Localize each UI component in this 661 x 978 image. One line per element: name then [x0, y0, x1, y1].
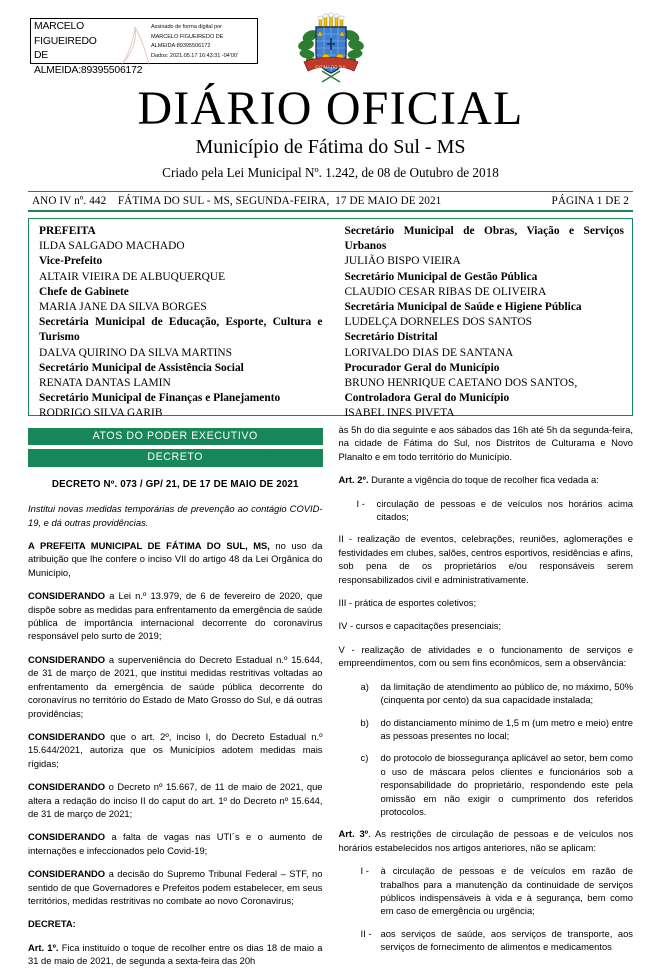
article-3: [339, 827, 634, 854]
article-1-label: Art. 1º.: [28, 941, 59, 953]
official-name: LORIVALDO DIAS DE SANTANA: [344, 346, 514, 359]
edition-bar: [28, 191, 633, 212]
item-text: aos serviços de saúde, aos serviços de transporte, aos serviços de fornecimento de alimentos e medicamentos: [380, 927, 633, 953]
article-2-item: [339, 497, 634, 524]
article-2-item: [339, 643, 634, 670]
article-1-text: Fica instituído o toque de recolher entre os dias 18 de maio a 31 de maio de 2021, de segunda a sexta-feira das 20h: [28, 941, 323, 967]
considerando-text: a Lei n.º 13.979, de 6 de fevereiro de 2020, que dispõe sobre as medidas para enfrentamento da emergência de saúde pública de importância internacional decorrente do coronavírus responsável pelo surto de 2019;: [28, 590, 323, 642]
official-role: Secretária Municipal de Educação, Esporte, Cultura e Turismo: [39, 316, 323, 344]
article-2-item: [339, 596, 634, 609]
subitem-marker: b): [360, 716, 369, 728]
official-name: ISABEL INES PIVETA: [344, 407, 455, 420]
considerando-text: que o art. 2º, inciso I, do Decreto Estadual n.º 15.644/2021, autoriza que os Municípios adotem medidas mais rígidas;: [28, 730, 323, 769]
official-role: PREFEITA: [39, 225, 96, 237]
item-text: realização de eventos, celebrações, reuniões, aglomerações e festividades em clubes, salões, centros esportivos, residências e afins, sob pena de os proprietários e/ou responsáveis serem responsabilizados civil e administrativamente.: [338, 533, 634, 585]
item-marker: II -: [360, 927, 372, 939]
article-2-label: Art. 2º.: [338, 474, 369, 486]
considerando-label: CONSIDERANDO: [28, 868, 106, 880]
officials-column-right: [331, 224, 633, 420]
official-role: Secretária Municipal de Saúde e Higiene Pública: [344, 301, 582, 314]
subitem-text: do distanciamento mínimo de 1,5 m (um metro e meio) entre as pessoas presentes no local;: [380, 716, 633, 741]
article-1-continuation: às 5h do dia seguinte e aos sábados das 16h até 5h da segunda-feira, na cidade de Fátima do Sul, nos Distritos de Culturama e Novo Planalto e em todo território do Município.: [338, 424, 633, 462]
item-text: circulação de pessoas e de veículos nos horários acima citados;: [376, 497, 633, 523]
official-name: LUDELÇA DORNELES DOS SANTOS: [344, 316, 532, 329]
official-name: DALVA QUIRINO DA SILVA MARTINS: [39, 346, 232, 359]
item-marker: II -: [338, 533, 353, 545]
official-role: Secretário Municipal de Finanças e Planejamento: [39, 392, 281, 405]
official-name: ALTAIR VIEIRA DE ALBUQUERQUE: [39, 270, 226, 283]
decree-preamble-bold: A PREFEITA MUNICIPAL DE FÁTIMA DO SUL, MS,: [28, 540, 270, 552]
considerando-text: a superveniência do Decreto Estadual n.º 15.644, de 31 de março de 2021, que institui medidas restritivas voltadas ao enfrentamento da emergência de saúde pública decorrente do coronavírus no território do Estado de Mato Grosso do Sul, e dá outras providências;: [28, 653, 323, 719]
article-2-subitem: [339, 751, 634, 818]
signature-detail-line3: ALMEIDA:89395506172: [151, 43, 211, 50]
considerando-text: a decisão do Supremo Tribunal Federal – STF, no sentido de que Governadores e Prefeitos podem estabelecer, em seus territórios, medidas restritivas no combate ao novo Coronavirus;: [28, 868, 323, 906]
emblem-motto-text: FATIMA DO SUL: [314, 64, 347, 70]
subitem-marker: c): [360, 752, 369, 764]
masthead-subtitle: Município de Fátima do Sul - MS: [195, 136, 466, 158]
section-bar-executive-acts: ATOS DO PODER EXECUTIVO: [28, 428, 323, 445]
official-name: RENATA DANTAS LAMIN: [39, 377, 171, 390]
official-role: Procurador Geral do Município: [344, 361, 500, 374]
article-1: [28, 941, 323, 968]
header-top-row: [28, 10, 633, 86]
considerando-item: [28, 730, 323, 770]
article-2-item: [339, 532, 634, 586]
subitem-text: do protocolo de biossegurança aplicável ao setor, bem como o uso de máscara pelos clientes e funcionários sob a responsabilidade do proprietário, respondendo este pela omissão em não exigir o cumprimento dos referidos protocolos.: [380, 752, 633, 817]
considerando-label: CONSIDERANDO: [28, 831, 106, 843]
article-3-item: [339, 927, 634, 954]
masthead-law-reference: Criado pela Lei Municipal Nº. 1.242, de 08 de Outubro de 2018: [162, 165, 499, 180]
considerando-label: CONSIDERANDO: [28, 653, 106, 665]
article-2-item: [339, 619, 634, 632]
item-text: à circulação de pessoas e de veículos em razão de trabalhos para a manutenção da continuidade de serviços públicos indispensáveis à vida e à segurança, bem como em caso de emergência ou urgência;: [380, 865, 633, 917]
officials-box: [28, 218, 633, 420]
item-marker: IV -: [338, 620, 354, 632]
official-name: ILDA SALGADO MACHADO: [39, 240, 185, 253]
body-column-right: [339, 423, 634, 978]
page-number: PÁGINA 1 DE 2: [551, 195, 629, 207]
considerando-label: CONSIDERANDO: [28, 590, 106, 602]
item-text: prática de esportes coletivos;: [354, 597, 477, 609]
article-3-text: . As restrições de circulação de pessoas e de veículos nos horários estabelecidos nos artigos anteriores, não se aplicam:: [338, 828, 634, 853]
official-role: Secretário Municipal de Gestão Pública: [344, 270, 538, 283]
body-columns: [28, 423, 633, 978]
official-name: BRUNO HENRIQUE CAETANO DOS SANTOS,: [344, 377, 578, 390]
signature-detail-line4: Dados: 2021.05.17 16:43:31 -04'00': [151, 52, 238, 59]
edition-info: ANO IV nº. 442 FÁTIMA DO SUL - MS, SEGUNDA-FEIRA, 17 DE MAIO DE 2021: [32, 195, 442, 207]
signature-name: [31, 19, 149, 76]
section-bar-decree: DECRETO: [28, 449, 323, 466]
article-2: [339, 473, 634, 486]
article-3-label: Art. 3º: [338, 828, 369, 840]
article-3-item: [339, 864, 634, 918]
officials-column-left: [29, 224, 331, 420]
signature-detail-line1: Assinado de forma digital por: [151, 24, 222, 30]
official-role: Vice-Prefeito: [39, 255, 103, 268]
decree-preamble-rest: no uso da atribuição que lhe confere o inciso VII do artigo 48 da Lei Orgânica do Município,: [28, 540, 323, 578]
official-role: Secretário Municipal de Assistência Social: [39, 361, 244, 374]
official-role: Controladora Geral do Município: [344, 392, 510, 405]
article-2-text: Durante a vigência do toque de recolher fica vedada a:: [368, 474, 599, 486]
official-role: Secretário Distrital: [344, 331, 438, 344]
signature-name-line1: MARCELO FIGUEIREDO: [34, 21, 97, 47]
article-2-subitem: [339, 680, 634, 707]
subitem-text: da limitação de atendimento ao público de, no máximo, 50% (cinquenta por cento) da sua capacidade instalada;: [380, 680, 633, 706]
considerando-label: CONSIDERANDO: [28, 730, 106, 742]
considerando-label: CONSIDERANDO: [28, 781, 106, 793]
signature-name-line2: DE: [34, 50, 49, 62]
official-name: JULIÃO BISPO VIEIRA: [344, 255, 461, 268]
decree-preamble: [28, 539, 323, 579]
signature-detail-line2: MARCELO FIGUEIREDO DE: [151, 33, 224, 40]
item-marker: I -: [356, 497, 365, 509]
decreta-label-text: DECRETA:: [28, 918, 76, 930]
considerando-text: o Decreto nº 15.667, de 11 de maio de 2021, que altera a redação do inciso II do caput do art. 1º do Decreto nº 15.644, de 31 de março de 2021;: [28, 781, 323, 819]
item-text: cursos e capacitações presenciais;: [355, 620, 502, 632]
considerando-text: a falta de vagas nas UTI´s e o aumento de internações e infeccionados pelo Covid-19;: [28, 831, 323, 856]
official-role: Secretário Municipal de Obras, Viação e Serviços Urbanos: [344, 225, 624, 253]
article-2-subitem: [339, 716, 634, 743]
decreta-label: [28, 917, 323, 930]
signature-details: [149, 19, 240, 63]
item-marker: I -: [360, 865, 369, 877]
item-marker: III -: [338, 597, 353, 609]
decree-summary: Institui novas medidas temporárias de prevenção ao contágio COVID-19, e dá outras providências.: [28, 503, 323, 528]
official-name: RODRIGO SILVA GARIB: [39, 407, 163, 420]
considerando-item: [28, 589, 323, 643]
signature-name-line3: ALMEIDA:89395506172: [34, 64, 143, 76]
subitem-marker: a): [360, 680, 369, 692]
item-text: realização de atividades e o funcionamento de serviços e empreendimentos, com ou sem fins econômicos, sem a observância:: [338, 643, 633, 669]
official-name: CLAUDIO CESAR RIBAS DE OLIVEIRA: [344, 285, 547, 298]
considerando-item: [28, 830, 323, 857]
coat-of-arms-icon: [298, 14, 364, 84]
considerando-item: [28, 780, 323, 820]
body-column-left: [28, 423, 323, 978]
official-name: MARIA JANE DA SILVA BORGES: [39, 301, 207, 314]
official-role: Chefe de Gabinete: [39, 285, 129, 298]
decree-heading: DECRETO Nº. 073 / GP/ 21, DE 17 DE MAIO DE 2021: [51, 478, 299, 490]
digital-signature-box: [30, 18, 258, 76]
page-title: DIÁRIO OFICIAL: [137, 82, 524, 135]
item-marker: V -: [338, 643, 355, 655]
considerando-item: [28, 653, 323, 720]
considerando-item: [28, 867, 323, 907]
masthead: [28, 84, 633, 182]
